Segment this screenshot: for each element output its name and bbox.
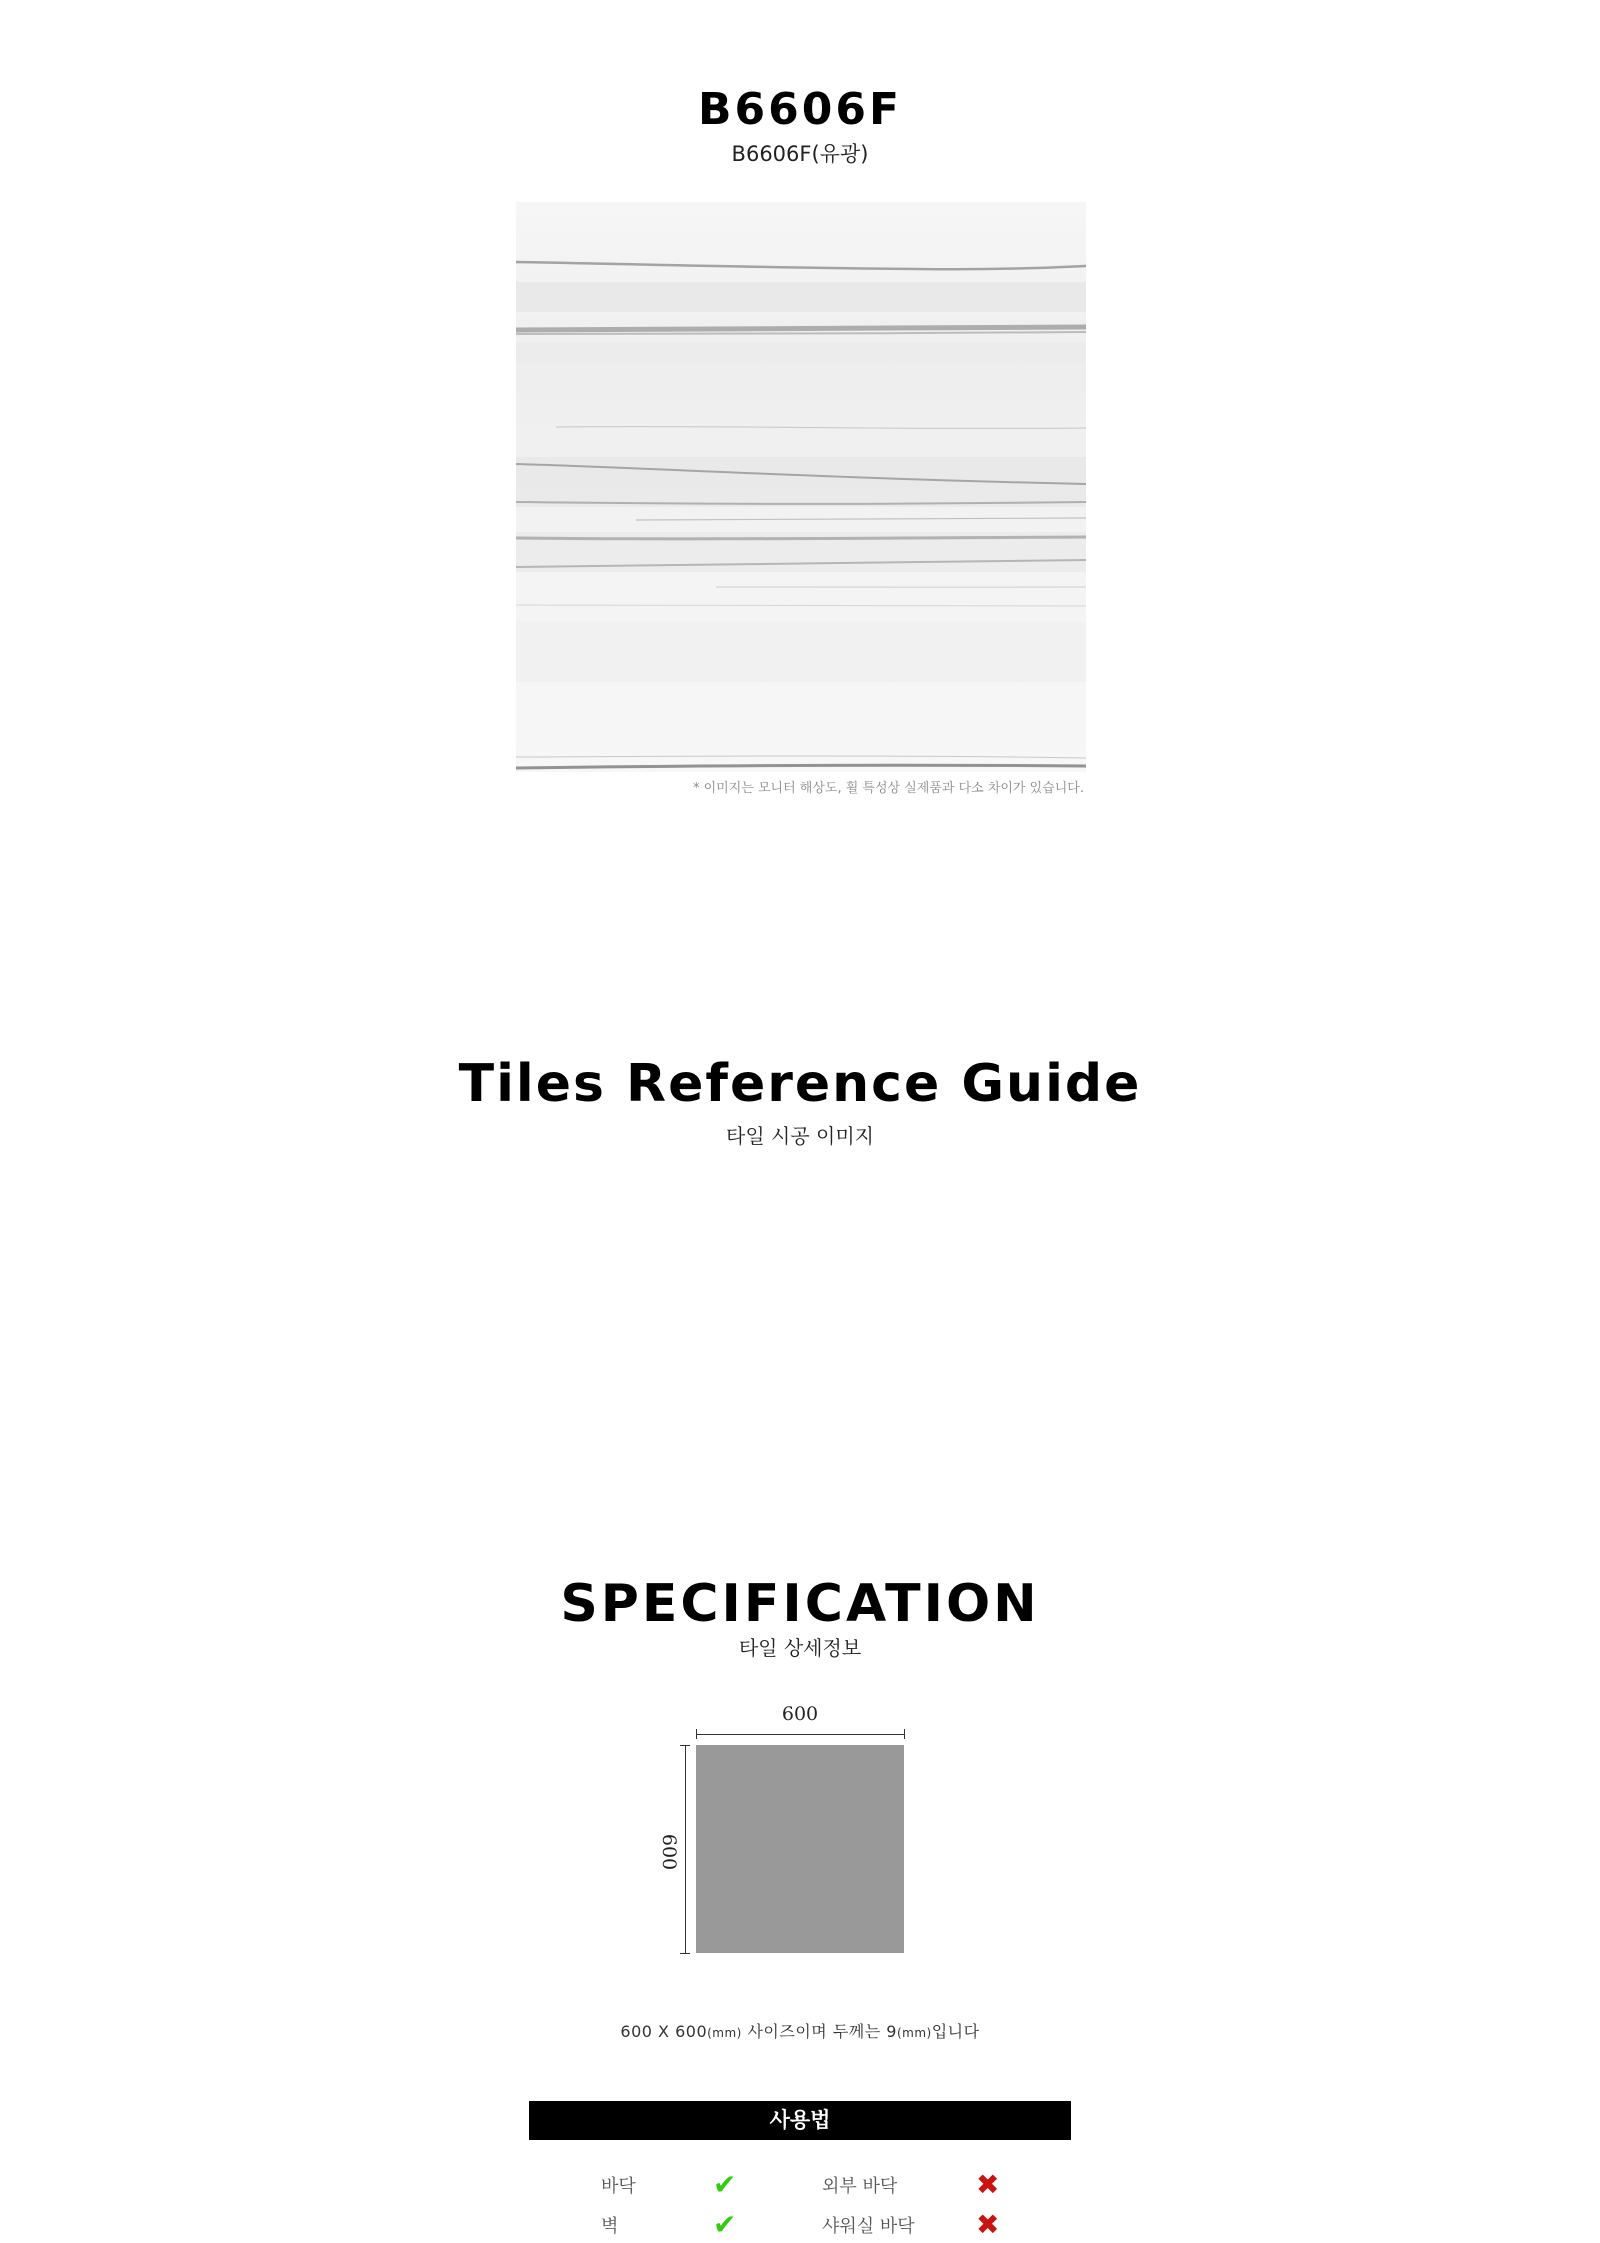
usage-header: 사용법 bbox=[529, 2101, 1071, 2140]
usage-outdoor-floor-label: 외부 바닥 bbox=[822, 2176, 898, 2197]
check-icon: ✔ bbox=[713, 2208, 737, 2241]
spec-subtitle: 타일 상세정보 bbox=[738, 1636, 862, 1660]
spec-title: SPECIFICATION bbox=[560, 1574, 1040, 1634]
spec-description bbox=[0, 2021, 1600, 2044]
cross-icon: ✖ bbox=[976, 2208, 1000, 2241]
height-dimension-tick bbox=[680, 1953, 690, 1954]
spec-unit: (mm) bbox=[707, 2026, 742, 2040]
usage-shower-floor-label: 샤워실 바닥 bbox=[822, 2216, 915, 2237]
check-icon: ✔ bbox=[713, 2168, 737, 2201]
spec-size-text: 600 X 600 bbox=[620, 2022, 708, 2041]
tile-size-diagram bbox=[696, 1745, 904, 1953]
product-subtitle: B6606F(유광) bbox=[731, 142, 869, 166]
image-disclaimer: * 이미지는 모니터 해상도, 휠 특성상 실제품과 다소 차이가 있습니다. bbox=[692, 781, 1084, 796]
height-dimension-tick bbox=[680, 1745, 690, 1746]
usage-floor-label: 바닥 bbox=[601, 2176, 636, 2197]
guide-title: Tiles Reference Guide bbox=[458, 1054, 1142, 1114]
cross-icon: ✖ bbox=[976, 2168, 1000, 2201]
usage-wall-label: 벽 bbox=[601, 2216, 619, 2237]
product-title: B6606F bbox=[697, 84, 903, 135]
tile-width-label: 600 bbox=[781, 1703, 819, 1725]
tile-height-label: 600 bbox=[658, 1833, 680, 1871]
width-dimension-tick bbox=[904, 1729, 905, 1739]
spec-unit: (mm) bbox=[896, 2026, 932, 2040]
spec-thickness-text: 사이즈이며 두께는 9 bbox=[741, 2022, 897, 2041]
height-dimension-line bbox=[685, 1745, 686, 1953]
guide-subtitle: 타일 시공 이미지 bbox=[726, 1124, 874, 1148]
spec-end-text: 입니다 bbox=[931, 2022, 980, 2041]
width-dimension-tick bbox=[696, 1729, 697, 1739]
tile-texture-image bbox=[516, 202, 1086, 772]
width-dimension-line bbox=[696, 1734, 904, 1735]
